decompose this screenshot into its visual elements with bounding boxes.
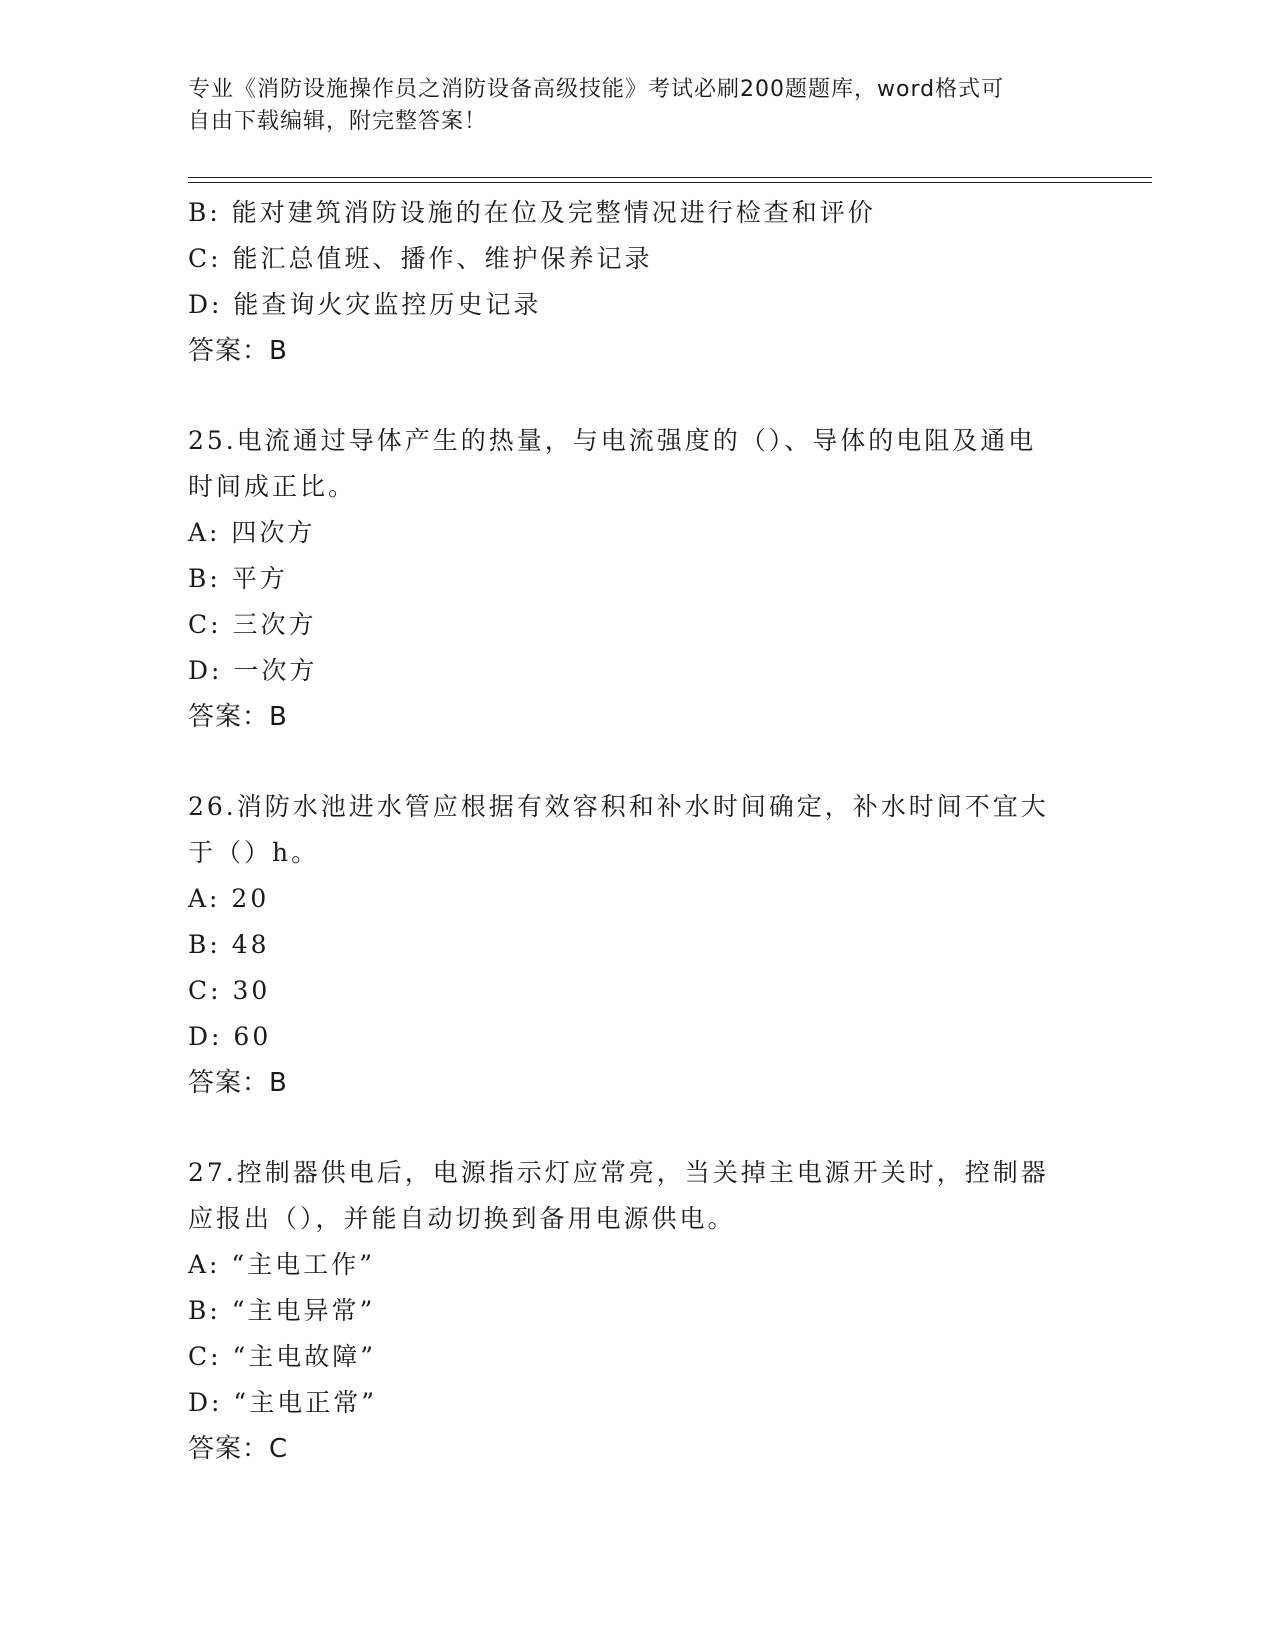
option-d: D: 60: [188, 1022, 272, 1051]
option-c: C: 三次方: [188, 610, 317, 639]
option-b: B: 48: [188, 930, 270, 959]
option-b: B: 平方: [188, 564, 288, 593]
question-24-tail: [188, 190, 1088, 374]
option-b: B: “主电异常”: [188, 1296, 376, 1325]
question-text-line-2: 时间成正比。: [188, 472, 357, 501]
option-d: D: 一次方: [188, 656, 318, 685]
header-line-2: 自由下载编辑，附完整答案！: [188, 109, 488, 134]
option-b: B: 能对建筑消防设施的在位及完整情况进行检查和评价: [188, 198, 876, 227]
header-line-1: 专业《消防设施操作员之消防设备高级技能》考试必刷200题题库，word格式可: [188, 77, 1005, 102]
answer-label: 答案：B: [188, 1068, 288, 1098]
answer-label: 答案：B: [188, 336, 288, 366]
question-26: [188, 784, 1088, 1106]
option-d: D: 能查询火灾监控历史记录: [188, 290, 542, 319]
option-a: A: 四次方: [188, 518, 316, 547]
question-list: [188, 190, 1088, 1472]
document-header: [188, 74, 1088, 138]
answer-label: 答案：B: [188, 702, 288, 732]
option-a: A: 20: [188, 884, 270, 913]
option-c: C: 能汇总值班、播作、维护保养记录: [188, 244, 653, 273]
question-text-line-1: 27.控制器供电后，电源指示灯应常亮，当关掉主电源开关时，控制器: [188, 1158, 1049, 1187]
question-text-line-2: 应报出（），并能自动切换到备用电源供电。: [188, 1204, 736, 1233]
question-27: [188, 1150, 1088, 1472]
option-c: C: “主电故障”: [188, 1342, 377, 1371]
question-text-line-2: 于（）h。: [188, 838, 320, 867]
option-d: D: “主电正常”: [188, 1388, 377, 1417]
question-25: [188, 418, 1088, 740]
header-divider-top: [188, 177, 1152, 178]
answer-label: 答案：C: [188, 1434, 289, 1464]
header-divider-bottom: [188, 182, 1152, 183]
question-text-line-1: 25.电流通过导体产生的热量，与电流强度的（）、导体的电阻及通电: [188, 426, 1037, 455]
question-text-line-1: 26.消防水池进水管应根据有效容积和补水时间确定，补水时间不宜大: [188, 792, 1049, 821]
option-c: C: 30: [188, 976, 271, 1005]
option-a: A: “主电工作”: [188, 1250, 375, 1279]
